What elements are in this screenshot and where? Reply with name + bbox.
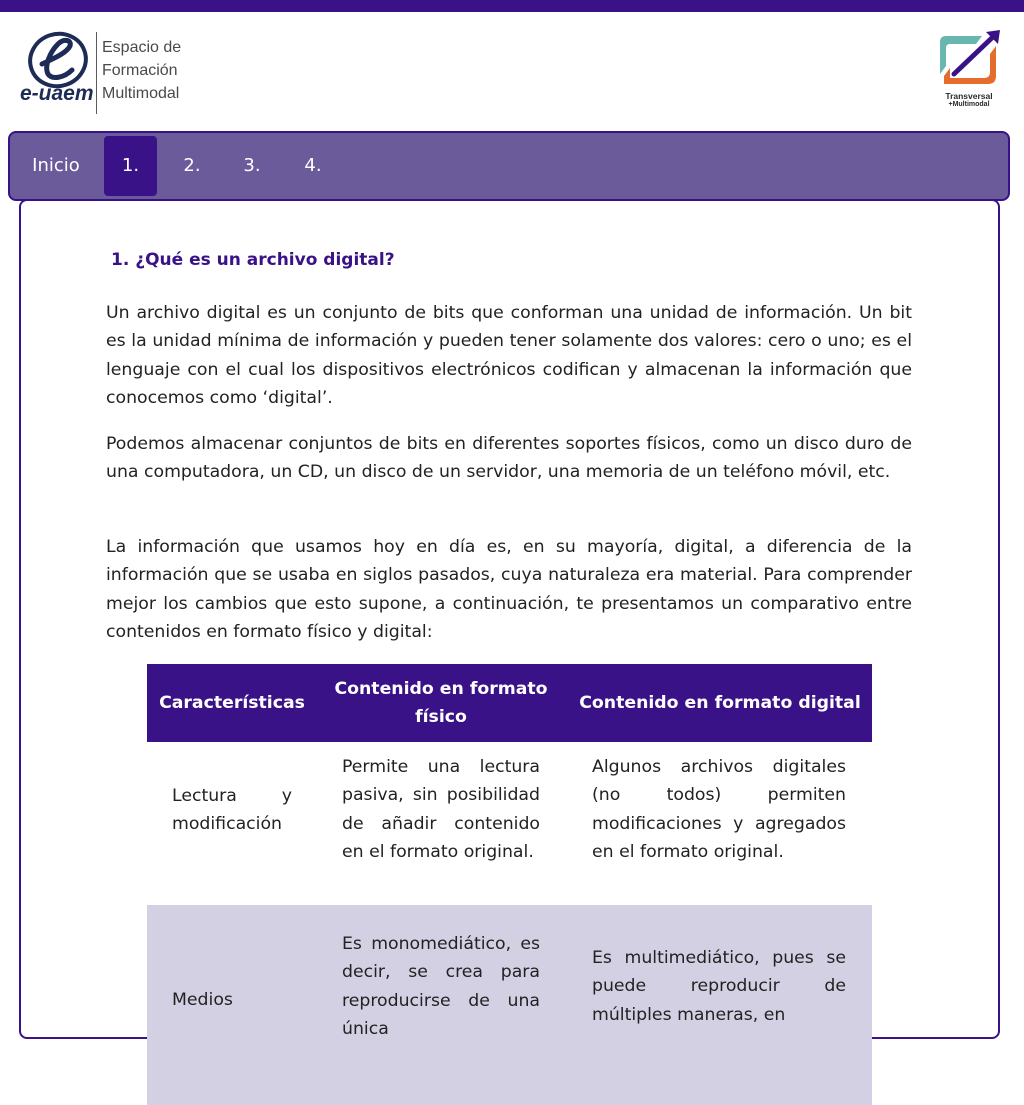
cell-row1-col2: Permite una lectura pasiva, sin posibilidad de añadir contenido en el formato original.	[342, 757, 540, 862]
table-header	[147, 664, 872, 742]
nav-item-inicio[interactable]: Inicio	[32, 155, 80, 176]
cell-row2-col1: Medios	[172, 990, 233, 1010]
header-formato-digital: Contenido en formato digital	[579, 693, 861, 713]
nav-item-4[interactable]: 4.	[304, 155, 322, 176]
section-title: 1. ¿Qué es un archivo digital?	[111, 250, 395, 270]
nav-item-1[interactable]: 1.	[104, 136, 157, 196]
paragraph-2: Podemos almacenar conjuntos de bits en diferentes soportes físicos, como un disco duro de una computadora, un CD, un disco de un servidor, una memoria de un teléfono móvil, etc.	[106, 434, 912, 483]
nav-item-2[interactable]: 2.	[183, 155, 201, 176]
nav-item-3[interactable]: 3.	[243, 155, 261, 176]
euaem-brand-text: e-uaem	[20, 82, 94, 105]
top-accent-bar	[0, 0, 1024, 12]
transversal-label: Transversal	[945, 91, 993, 101]
logo-line-1: Espacio de	[102, 39, 182, 56]
logo-line-3: Multimodal	[102, 85, 180, 102]
table-row	[147, 742, 872, 905]
euaem-e-icon	[26, 30, 90, 90]
cell-row1-col3: Algunos archivos digitales (no todos) permiten modificaciones y agregados en el formato original.	[592, 757, 846, 862]
euaem-logo[interactable]	[20, 30, 200, 116]
transversal-logo[interactable]	[934, 28, 1004, 112]
cell-row1-col1: Lectura y modificación	[172, 786, 292, 835]
cell-row2-col3: Es multimediático, pues se puede reproducir de múltiples maneras, en	[592, 948, 846, 1025]
header-formato-fisico: Contenido en formato físico	[334, 679, 548, 727]
logo-subtitle	[102, 36, 202, 105]
header-caracteristicas: Características	[159, 693, 305, 713]
cell-row2-col2: Es monomediático, es decir, se crea para reproducirse de una única	[342, 934, 540, 1039]
paragraph-3: La información que usamos hoy en día es, en su mayoría, digital, a diferencia de la información que se usaba en siglos pasados, cuya naturaleza era material. Para comprender mejor los cambios que esto supone, a continuación, te presentamos un comparativo entre contenidos en formato físico y digital:	[106, 537, 912, 642]
logo-line-2: Formación	[102, 62, 178, 79]
section-nav	[8, 131, 1010, 201]
logo-divider	[96, 32, 97, 114]
table-row	[147, 905, 872, 1105]
transversal-arrow-icon	[936, 28, 1004, 90]
paragraph-1: Un archivo digital es un conjunto de bits que conforman una unidad de información. Un bit es la unidad mínima de información y pueden tener solamente dos valores: cero o uno; es el lenguaje con el cual los dispositivos electrónicos codifican y almacenan la información que conocemos como ‘digital’.	[106, 303, 912, 408]
multimodal-label: +Multimodal	[948, 101, 990, 108]
